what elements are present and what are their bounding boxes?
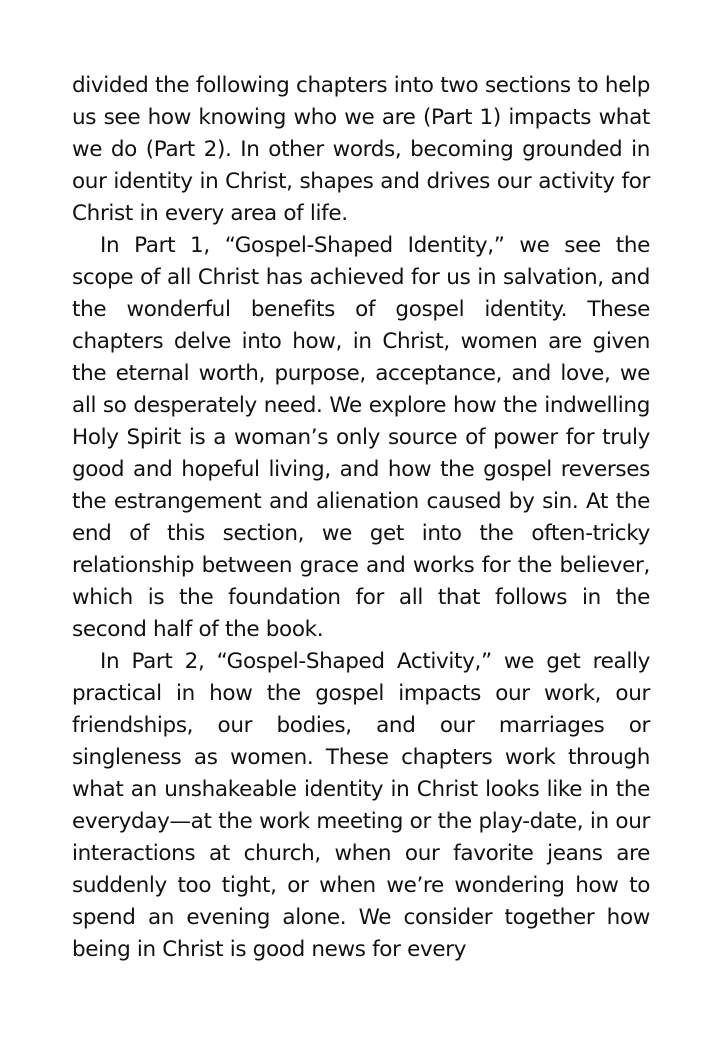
paragraph-part-2: In Part 2, “Gospel-Shaped Activity,” we get really practical in how the gospel impacts our work, our friendships, our bodies, and our marriages or singleness as women. These chapters work through what an unshakeable identity in Christ looks like in the everyday—at the work meeting or the play-date, in our interactions at church, when our favorite jeans are suddenly too tight, or when we’re wondering how to spend an evening alone. We consider together how being in Christ is good news for every [72, 649, 650, 962]
page-body [72, 70, 650, 966]
paragraph-part-1: In Part 1, “Gospel-Shaped Identity,” we see the scope of all Christ has achieved for us in salvation, and the wonderful benefits of gospel identity. These chapters delve into how, in Christ, women are given the eternal worth, purpose, acceptance, and love, we all so desperately need. We explore how the indwelling Holy Spirit is a woman’s only source of power for truly good and hopeful living, and how the gospel reverses the estrangement and alienation caused by sin. At the end of this section, we get into the often-tricky relationship between grace and works for the believer, which is the foundation for all that follows in the second half of the book. [72, 233, 650, 642]
paragraph-continuation: divided the following chapters into two sections to help us see how knowing who we are (Part 1) impacts what we do (Part 2). In other words, becoming grounded in our identity in Christ, shapes and drives our activity for Christ in every area of life. [72, 73, 650, 226]
